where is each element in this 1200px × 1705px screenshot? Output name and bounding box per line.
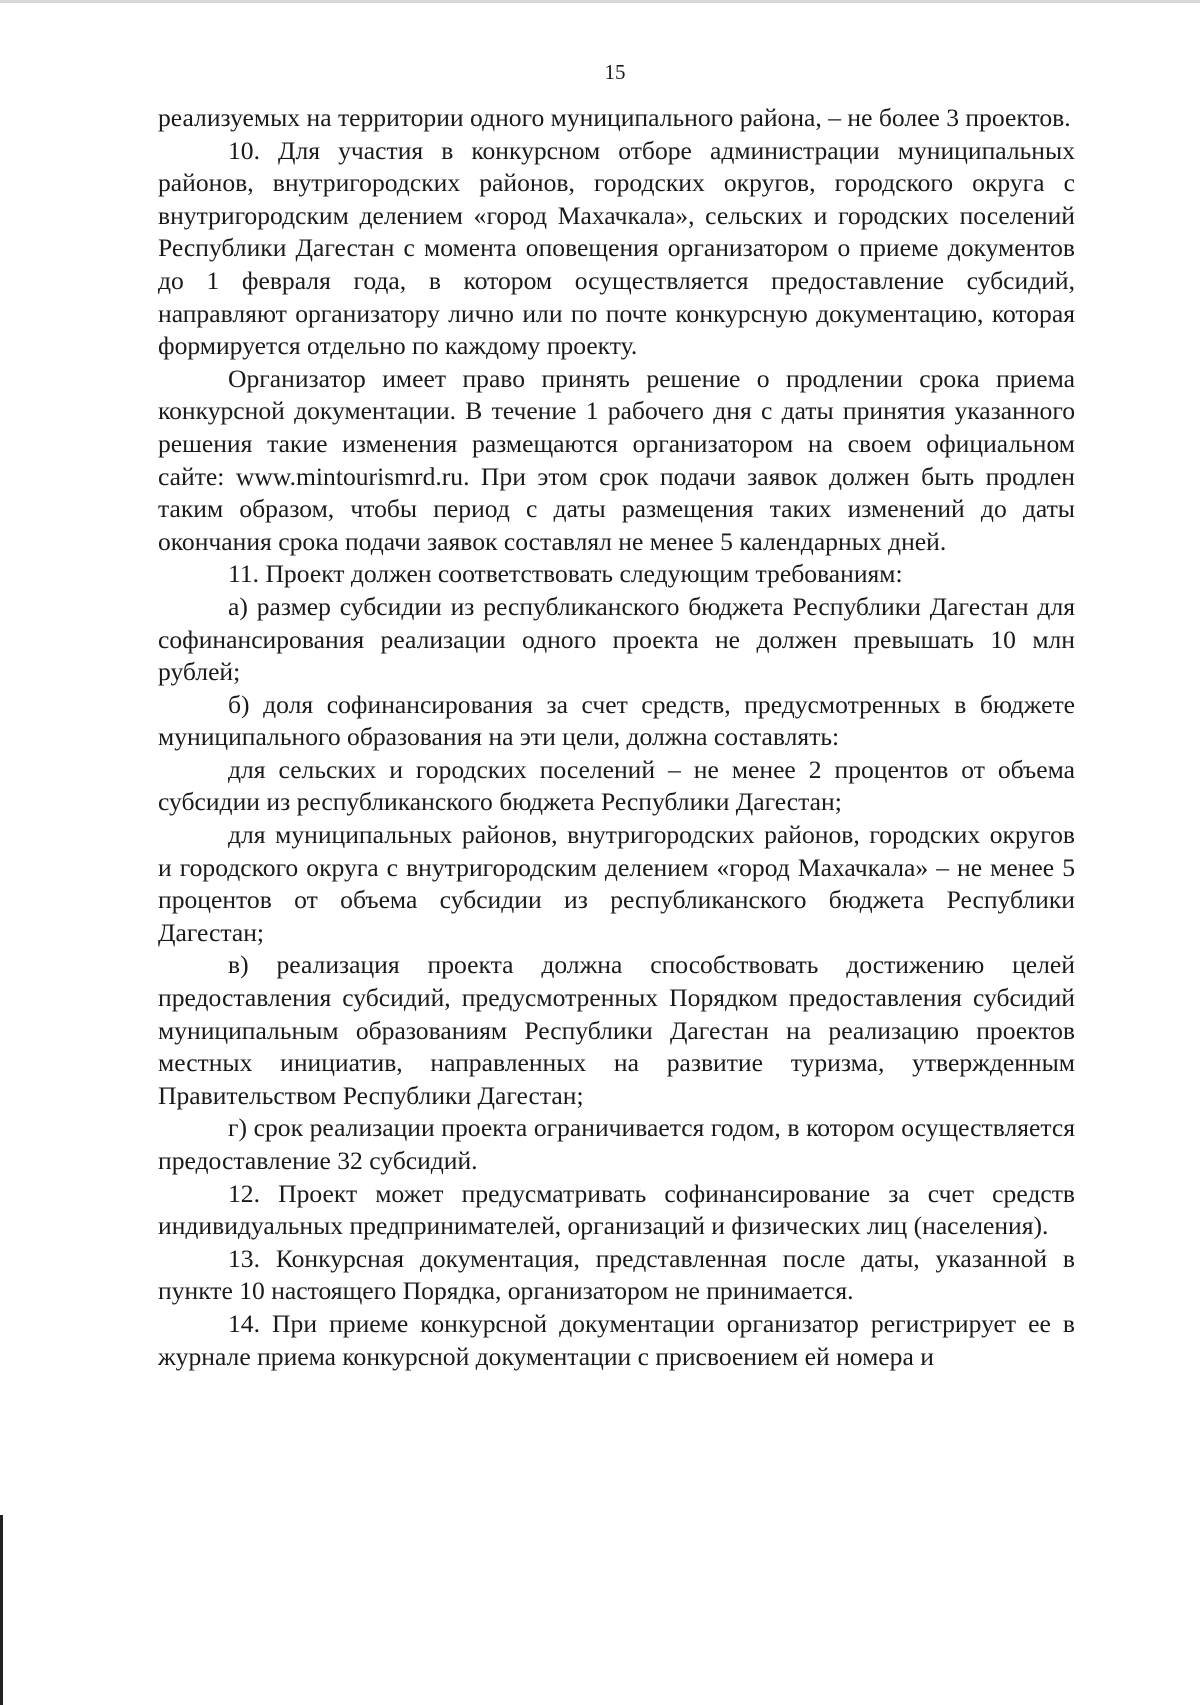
- paragraph-item-11v: в) реализация проекта должна способствовать достижению целей предоставления субсидий, предусмотренных Порядком предоставления субсидий муниципальным образованиям Республики Дагестан на реализацию проектов местных инициатив, направленных на развитие туризма, утвержденным Правительством Республики Дагестан;: [158, 950, 1075, 1110]
- paragraph-municipal-districts: для муниципальных районов, внутригородских районов, городских округов и городского округа с внутригородским делением «город Махачкала» – не менее 5 процентов от объема субсидии из республиканского бюджета Республики Дагестан;: [158, 820, 1075, 947]
- paragraph-continuation: реализуемых на территории одного муниципального района, – не более 3 проектов.: [158, 103, 1071, 132]
- paragraph-item-11: 11. Проект должен соответствовать следующим требованиям:: [228, 559, 903, 589]
- page-number: 15: [604, 60, 626, 84]
- paragraph-organizer-extension: Организатор имеет право принять решение о продлении срока приема конкурсной документации. В течение 1 рабочего дня с даты принятия указанного решения такие изменения размещаются организатором на своем официальном сайте: www.mintourismrd.ru. При этом срок подачи заявок должен быть продлен таким образом, чтобы период с даты размещения таких изменений до даты окончания срока подачи заявок составлял не менее 5 календарных дней.: [158, 363, 1075, 556]
- paragraph-item-10: 10. Для участия в конкурсном отборе администрации муниципальных районов, внутригородских районов, городских округов, городского округа с внутригородским делением «город Махачкала», сельских и городских поселений Республики Дагестан с момента оповещения организатором о приеме документов до 1 февраля года, в котором осуществляется предоставление субсидий, направляют организатору лично или по почте конкурсную документацию, которая формируется отдельно по каждому проекту.: [158, 135, 1075, 361]
- document-body: [158, 102, 1075, 1373]
- paragraph-item-11a: а) размер субсидии из республиканского бюджета Республики Дагестан для софинансирования реализации одного проекта не должен превышать 10 млн рублей;: [158, 591, 1075, 687]
- paragraph-rural-urban-settlements: для сельских и городских поселений – не менее 2 процентов от объема субсидии из республиканского бюджета Республики Дагестан;: [158, 754, 1075, 817]
- paragraph-item-12: 12. Проект может предусматривать софинансирование за счет средств индивидуальных предпринимателей, организаций и физических лиц (населения).: [158, 1178, 1075, 1241]
- scan-left-edge-mark: [0, 1515, 3, 1705]
- paragraph-item-13: 13. Конкурсная документация, представленная после даты, указанной в пункте 10 настоящего Порядка, организатором не принимается.: [158, 1243, 1075, 1306]
- paragraph-item-11b: б) доля софинансирования за счет средств, предусмотренных в бюджете муниципального образования на эти цели, должна составлять:: [158, 689, 1075, 752]
- paragraph-item-14: 14. При приеме конкурсной документации организатор регистрирует ее в журнале приема конкурсной документации с присвоением ей номера и: [158, 1308, 1075, 1371]
- scan-top-edge: [0, 0, 1200, 3]
- paragraph-item-11g: г) срок реализации проекта ограничивается годом, в котором осуществляется предоставление 32 субсидий.: [158, 1113, 1075, 1175]
